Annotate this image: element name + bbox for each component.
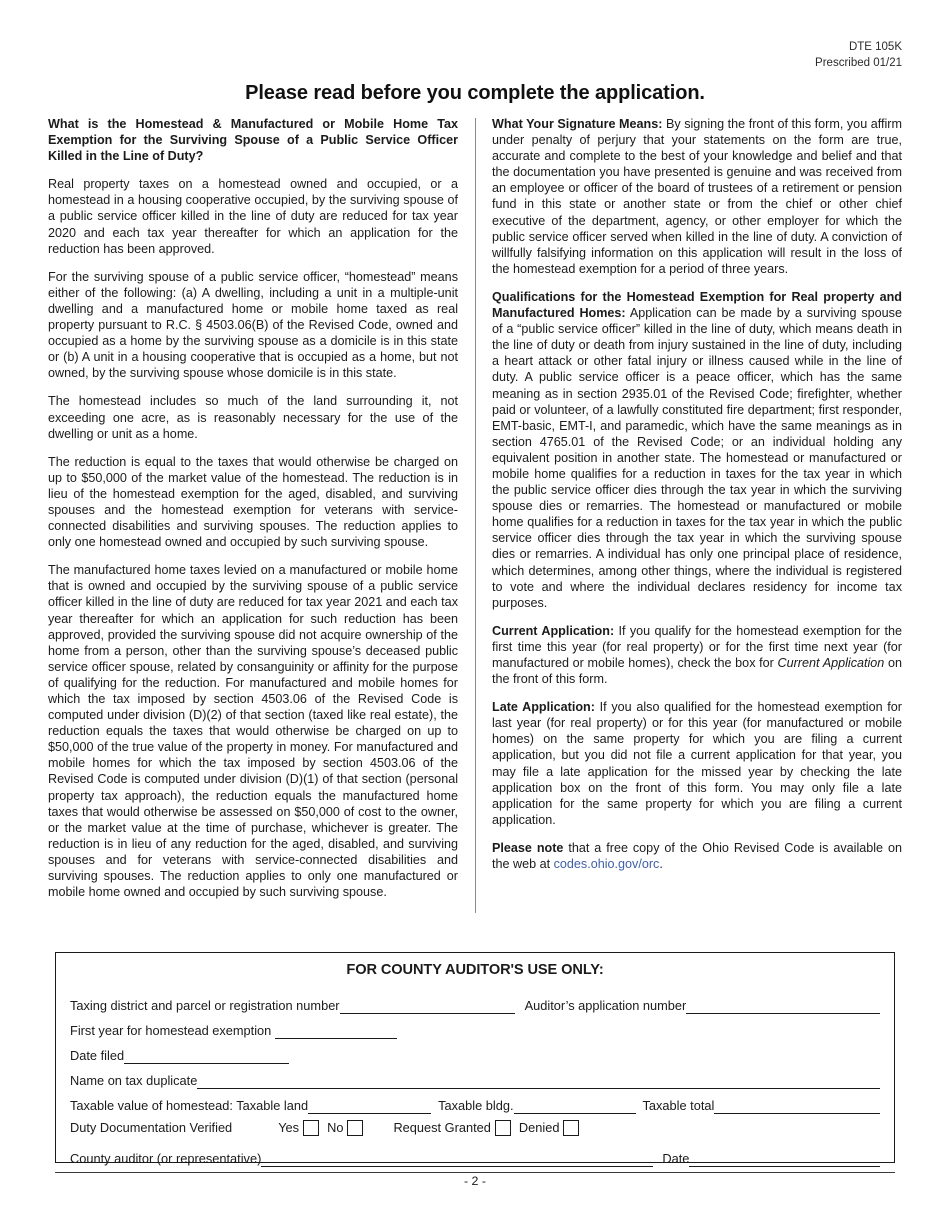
duty-doc-yes-group bbox=[278, 1120, 323, 1136]
late-application-text: If you also qualified for the homestead exemption for last year (for real property) or for this year (for manufactured or mobile homes) on the same property for which you are filing a current application, but you did not file a current application for that year, you may file a late application for the missed year by checking the late application box on the front of this form. You may only file a late application for the same property for which you are filing a current application. bbox=[492, 700, 902, 827]
please-note-label: Please note bbox=[492, 840, 564, 855]
left-heading bbox=[48, 116, 458, 164]
taxable-land-input[interactable] bbox=[308, 1100, 431, 1114]
request-granted-group bbox=[393, 1120, 514, 1136]
form-prescribed-date: Prescribed 01/21 bbox=[815, 56, 902, 69]
late-application-paragraph bbox=[492, 699, 902, 828]
date-filed-label: Date filed bbox=[70, 1048, 125, 1063]
auditor-app-number-input[interactable] bbox=[686, 1000, 880, 1014]
auditor-date-input[interactable] bbox=[689, 1153, 880, 1167]
name-on-duplicate-label: Name on tax duplicate bbox=[70, 1073, 198, 1088]
current-application-text-1: If you qualify for the homestead exemption for the first time this year (for real property) or for the first time next year (for manufactured or mobile homes), check the box for bbox=[492, 623, 902, 670]
page-title: Please read before you complete the application. bbox=[245, 82, 705, 104]
auditor-box-title: FOR COUNTY AUDITOR'S USE ONLY: bbox=[346, 962, 604, 978]
denied-checkbox[interactable] bbox=[563, 1120, 579, 1136]
body-columns bbox=[48, 116, 902, 913]
taxable-total-input[interactable] bbox=[714, 1100, 880, 1114]
duty-doc-no-group bbox=[327, 1120, 367, 1136]
auditor-app-number-label: Auditor’s application number bbox=[524, 998, 687, 1013]
request-granted-label: Request Granted bbox=[393, 1120, 491, 1135]
taxable-bldg-input[interactable] bbox=[514, 1100, 636, 1114]
signature-label: What Your Signature Means: bbox=[492, 117, 663, 131]
footer-divider bbox=[55, 1172, 895, 1173]
auditor-row-date-filed bbox=[70, 1039, 880, 1064]
taxable-bldg-label: Taxable bldg. bbox=[438, 1098, 514, 1113]
form-number: DTE 105K bbox=[848, 41, 902, 53]
yes-label: Yes bbox=[278, 1120, 300, 1135]
date-filed-input[interactable] bbox=[124, 1050, 289, 1064]
left-paragraph-4: The reduction is equal to the taxes that would otherwise be charged on up to $50,000 of the market value of the homestead. The reduction is in lieu of the homestead exemption for the aged, disabled, and surviving spouses and the homestead exemption for veterans with service-connected disabilities and surviving spouses. The reduction applies to only one homestead owned and occupied by such surviving spouse. bbox=[48, 454, 458, 550]
county-auditor-box bbox=[55, 952, 895, 1166]
left-paragraph-1: Real property taxes on a homestead owned and occupied, or a homestead in a housing cooperative occupied, by the surviving spouse of a public service officer killed in the line of duty are reduced for tax year 2020 and each tax year thereafter for which an application for the reduction has been approved. bbox=[48, 177, 458, 256]
left-paragraph-5: The manufactured home taxes levied on a manufactured or mobile home that is owned and occupied by the surviving spouse of a public service officer killed in the line of duty are reduced for tax year 2021 and each tax year thereafter for which an application for such reduction has been approved, provided the surviving spouse did not acquire ownership of the home from a person, other than the surviving spouse’s deceased public service officer spouse, related by consanguinity or affinity for the purpose of qualifying for the reduction. For manufactured and mobile homes for which the tax imposed by section 4503.06 of the Revised Code is computed under division (D)(2) of that section (taxed like real estate), the reduction equals the taxes that would otherwise be charged on up to $50,000 of the true value of the property in money. For manufactured and mobile homes for which the tax imposed by section 4503.06 of the Revised Code is computed under division (D)(1) of that section (personal property tax approach), the reduction equals the manufactured home taxes that would otherwise be assessed on $50,000 of cost to the owner, or the market value at the time of purchase, whichever is greater. The reduction is in lieu of any reduction for the aged, disabled, and surviving spouses and for veterans with service-connected disabilities and surviving spouses. The reduction applies to only one manufactured or mobile home owned and occupied by such surviving spouse. bbox=[48, 563, 458, 900]
taxable-land-label: Taxable value of homestead: Taxable land bbox=[70, 1098, 309, 1113]
left-paragraph-3: The homestead includes so much of the land surrounding it, not exceeding one acre, as is reasonably necessary for the use of the dwelling or unit as a home. bbox=[48, 394, 458, 441]
current-application-text-2: on the front of this form. bbox=[492, 656, 902, 687]
denied-label: Denied bbox=[518, 1120, 560, 1135]
left-heading-text: What is the Homestead & Manufactured or Mobile Home Tax Exemption for the Surviving Spouse of a Public Service Officer Killed in the Line of Duty? bbox=[48, 117, 458, 164]
auditor-row-taxable-value bbox=[70, 1089, 880, 1114]
current-application-label: Current Application: bbox=[492, 623, 615, 638]
current-application-paragraph bbox=[492, 623, 902, 687]
auditor-row-first-year bbox=[70, 1014, 880, 1039]
taxable-total-label: Taxable total bbox=[642, 1098, 715, 1113]
page-number: - 2 - bbox=[463, 1174, 487, 1188]
form-meta bbox=[815, 40, 902, 71]
signature-text: By signing the front of this form, you affirm under penalty of perjury that your statements on the form are true, accurate and complete to the best of your knowledge and belief and that the documentation you have presented is genuine and was received from an employee or officer of the board of trustees of a retirement or pension fund in this state or another state or from the chief or other chief executive of the department, agency, or other employer for which the public service officer served when killed in the line of duty. A conviction of willfully falsifying information on this application will result in the loss of the homestead exemption for a period of three years. bbox=[492, 117, 902, 276]
denied-group bbox=[519, 1120, 584, 1136]
auditor-row-signature bbox=[70, 1142, 880, 1167]
column-divider bbox=[475, 118, 476, 913]
qualifications-label: Qualifications for the Homestead Exemption for Real property and Manufactured Homes: bbox=[492, 289, 902, 321]
duty-documentation-label: Duty Documentation Verified bbox=[70, 1120, 233, 1135]
late-application-label: Late Application: bbox=[492, 700, 595, 715]
qualifications-paragraph bbox=[492, 289, 902, 611]
auditor-row-duty-documentation bbox=[70, 1114, 880, 1142]
request-granted-checkbox[interactable] bbox=[495, 1120, 511, 1136]
signature-paragraph bbox=[492, 116, 902, 277]
first-year-input[interactable] bbox=[275, 1025, 397, 1039]
no-checkbox[interactable] bbox=[347, 1120, 363, 1136]
left-column bbox=[48, 116, 458, 900]
yes-checkbox[interactable] bbox=[303, 1120, 319, 1136]
first-year-label: First year for homestead exemption bbox=[70, 1023, 272, 1038]
current-application-italic: Current Application bbox=[777, 656, 885, 670]
right-column bbox=[492, 116, 902, 872]
please-note-text-2: . bbox=[659, 857, 663, 872]
no-label: No bbox=[327, 1120, 344, 1135]
taxing-district-input[interactable] bbox=[340, 1000, 515, 1014]
revised-code-link[interactable]: codes.ohio.gov/orc bbox=[553, 857, 660, 872]
auditor-row-taxing-district bbox=[70, 989, 880, 1014]
auditor-date-label: Date bbox=[662, 1151, 690, 1166]
left-paragraph-2: For the surviving spouse of a public service officer, “homestead” means either of the following: (a) A dwelling, including a unit in a multiple-unit dwelling and a manufactured home or mobile home taxed as real property pursuant to R.C. § 4503.06(B) of the Revised Code, owned and occupied as a home by the surviving spouse as a domicile is in this state or (b) A unit in a housing cooperative that is occupied as a home, but not owned, by the surviving spouse whose domicile is in this state. bbox=[48, 269, 458, 381]
county-auditor-label: County auditor (or representative) bbox=[70, 1151, 262, 1166]
county-auditor-signature-input[interactable] bbox=[261, 1153, 653, 1167]
name-on-duplicate-input[interactable] bbox=[197, 1075, 880, 1089]
taxing-district-label: Taxing district and parcel or registration number bbox=[70, 998, 340, 1013]
please-note-text-1: that a free copy of the Ohio Revised Code is available on the web at bbox=[492, 840, 902, 872]
auditor-row-name-on-duplicate bbox=[70, 1064, 880, 1089]
please-note-paragraph bbox=[492, 840, 902, 872]
qualifications-text: Application can be made by a surviving spouse of a “public service officer” killed in the line of duty, which means death in the line of duty or death from injury sustained in the line of duty, including a heart attack or other fatal injury or illness caused while in the line of duty. A public service officer is a peace officer, which has the same meaning as in section 2935.01 of the Revised Code; firefighter, whether paid or volunteer, of a lawfully constituted fire department; first responder, EMT-basic, EMT-I, and paramedic, which have the same meanings as in section 4765.01 of the Revised Code; or an individual holding any equivalent position in another state. The homestead or manufactured or mobile home qualifies for a reduction in taxes for the tax year in which the public service officer dies through the tax year in which the surviving spouse dies or remarries. The homestead or manufactured or mobile home qualifies for a reduction in taxes for the tax year in which the public service officer dies through the tax year in which the surviving spouse dies or remarries. A individual has only one principal place of residence, which determines, among other things, where the individual is registered to vote and where the individual declares residency for income tax purposes. bbox=[492, 306, 902, 610]
